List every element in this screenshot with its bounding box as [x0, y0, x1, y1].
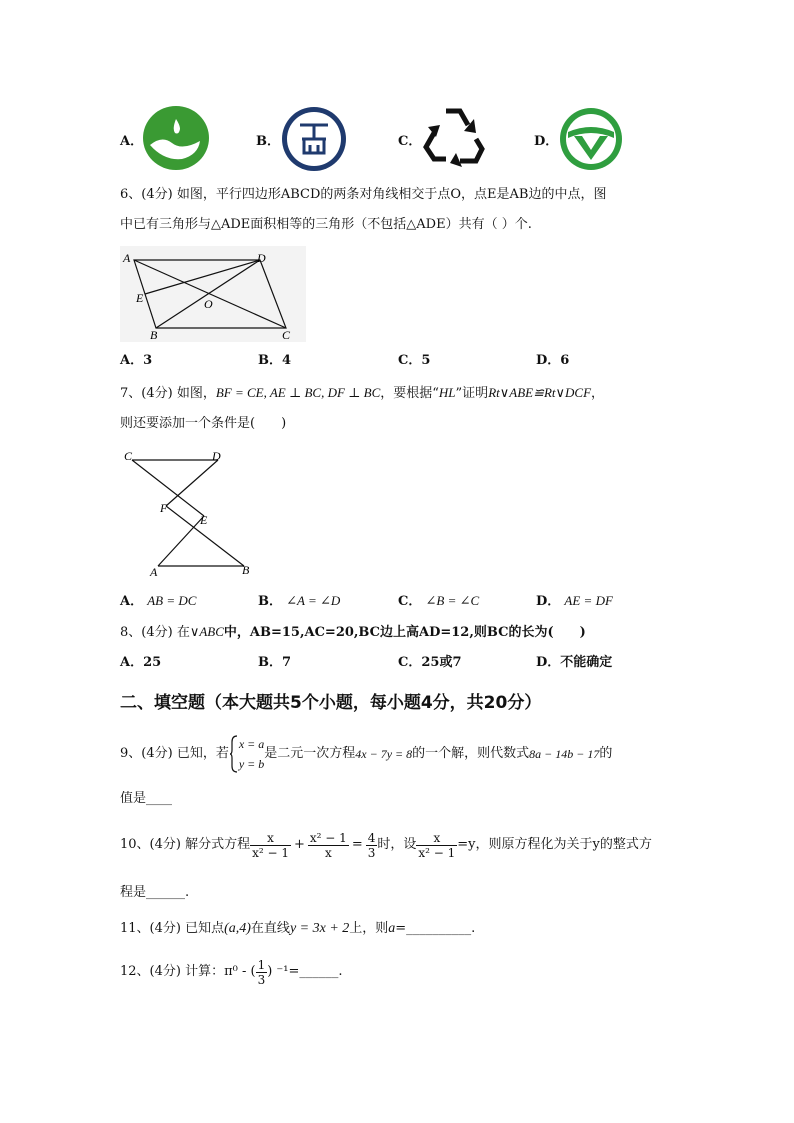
- q6-text-line1: 6、(4分) 如图，平行四边形ABCD的两条对角线相交于点O，点E是AB边的中点，图: [120, 187, 607, 202]
- q12-fraction: $\frac{1}{3}$: [257, 957, 266, 987]
- q6-option-b[interactable]: B．4: [258, 353, 292, 368]
- q10-fraction-2: $\frac{\text{x² − 1}}{x}$: [309, 830, 347, 860]
- q6-label-b: B: [150, 328, 158, 342]
- q8-math-triangle: ∨ABC: [189, 624, 224, 639]
- q5-option-b-label[interactable]: B．: [256, 134, 280, 149]
- q6-option-c[interactable]: C．5: [398, 353, 431, 368]
- q7-option-a[interactable]: A． AB = DC: [120, 593, 197, 609]
- q10-fraction-3: $\frac{4}{3}$: [367, 830, 376, 860]
- q5-option-c-label[interactable]: C．: [398, 134, 422, 149]
- q9-text-line2: 值是____: [120, 791, 173, 806]
- q7-label-c: C: [124, 449, 133, 463]
- navy-circle-logo-icon: [280, 105, 348, 173]
- q7-label-b: B: [242, 563, 250, 577]
- recycle-symbol-icon: [420, 105, 488, 169]
- q9-equation-system: x = a y = b: [229, 734, 264, 774]
- q7-label-a: A: [150, 565, 158, 579]
- q7-math-congruence: Rt∨ABE≌Rt∨DCF: [488, 385, 592, 400]
- q9-text-line1: 9、(4分) 已知，若 x = a y = b 是二元一次方程 4x − 7y = 8 的一个解，则代数式 8a − 14b − 17 的: [120, 734, 612, 774]
- q7-text-line2: 则还要添加一个条件是( ): [120, 416, 287, 431]
- q8-option-a[interactable]: A．25: [120, 655, 162, 670]
- q8-option-c[interactable]: C．25或7: [398, 655, 462, 670]
- section-2-heading: 二、填空题（本大题共5个小题，每小题4分，共20分）: [120, 693, 542, 713]
- q5-option-a-label[interactable]: A．: [120, 134, 144, 149]
- q10-text-line1: 10、(4分) 解分式方程 $\frac{x}{\text{x² − 1}}$ + $\frac{\text{x² − 1}}{x}$ = $\frac{4}{3}$ 时，设 $\frac{x}{\text{x² − 1}}$ =y，则原方程化为关于y的整式方: [120, 830, 652, 860]
- q10-fraction-4: $\frac{x}{\text{x² − 1}}$: [418, 830, 456, 860]
- green-water-drop-logo-icon: [142, 105, 210, 171]
- q7-text-line1: 7、(4分) 如图，BF = CE, AE ⊥ BC, DF ⊥ BC，要根据“HL”证明Rt∨ABE≌Rt∨DCF，: [120, 385, 605, 401]
- q7-label-e: E: [200, 513, 208, 527]
- q6-parallelogram-figure: [120, 246, 306, 342]
- q6-option-a[interactable]: A．3: [120, 353, 153, 368]
- q7-label-d: D: [212, 449, 221, 463]
- q6-text-line2: 中已有三角形与△ADE面积相等的三角形（不包括△ADE）共有（ ）个.: [120, 217, 532, 232]
- q10-fraction-1: $\frac{x}{\text{x² − 1}}$: [252, 830, 289, 860]
- q7-triangles-figure: [120, 446, 260, 580]
- q7-option-c[interactable]: C． ∠B = ∠C: [398, 593, 480, 609]
- q8-text: 8、(4分) 在∨ABC中，AB=15,AC=20,BC边上高AD=12,则BC的长为( ): [120, 624, 586, 640]
- q10-text-line2: 程是______.: [120, 885, 190, 900]
- q7-option-b[interactable]: B． ∠A = ∠D: [258, 593, 341, 609]
- q7-math-conditions: BF = CE, AE ⊥ BC, DF ⊥ BC: [215, 385, 381, 400]
- q6-label-e: E: [136, 291, 144, 305]
- brace-icon: [229, 734, 239, 774]
- q6-label-a: A: [123, 251, 131, 265]
- q6-label-d: D: [257, 251, 266, 265]
- green-v-shield-logo-icon: [558, 106, 624, 172]
- q11-text: 11、(4分) 已知点(a,4)在直线y = 3x + 2上，则a=__________.: [120, 921, 476, 936]
- q7-option-d[interactable]: D． AE = DF: [536, 593, 613, 609]
- q6-option-d[interactable]: D．6: [536, 353, 570, 368]
- q6-label-c: C: [282, 328, 291, 342]
- q8-option-d[interactable]: D．不能确定: [536, 655, 613, 670]
- q6-label-o: O: [204, 297, 213, 311]
- q12-text: 12、(4分) 计算：π⁰ - ( $\frac{1}{3}$ ) ⁻¹=______.: [120, 957, 343, 987]
- q8-option-b[interactable]: B．7: [258, 655, 292, 670]
- q5-option-d-label[interactable]: D．: [534, 134, 559, 149]
- q7-label-f: F: [160, 501, 168, 515]
